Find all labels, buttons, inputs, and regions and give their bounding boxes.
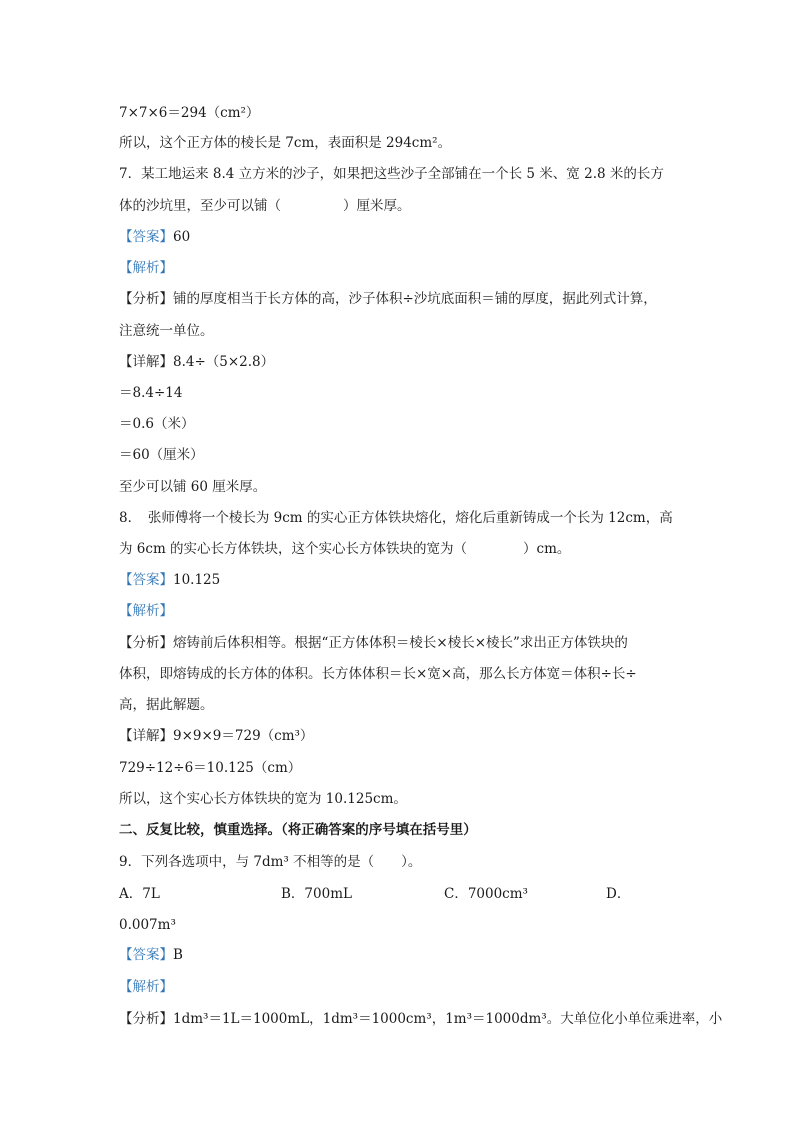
question-8-line-1: 8． 张师傅将一个棱长为 9cm 的实心正方体铁块熔化，熔化后重新铸成一个长为 12cm，高 — [119, 510, 673, 526]
analysis-tag: 【分析】 — [119, 635, 173, 651]
detail-text: 8.4÷（5×2.8） — [173, 354, 275, 370]
answer-line — [119, 228, 190, 246]
question-text: ）厘米厚。 — [343, 198, 411, 214]
answer-line — [119, 571, 220, 589]
analysis-line: 注意统一单位。 — [119, 323, 214, 339]
detail-line: ＝0.6（米） — [119, 416, 195, 432]
answer-value: 60 — [173, 229, 191, 245]
analysis-tag: 【分析】 — [119, 1011, 173, 1027]
conclusion-line: 所以，这个正方体的棱长是 7cm，表面积是 294cm²。 — [119, 135, 452, 151]
question-text: 体的沙坑里，至少可以铺（ — [119, 198, 281, 214]
analysis-heading — [119, 602, 173, 620]
question-9-line: 9．下列各选项中，与 7dm³ 不相等的是（ ）。 — [119, 854, 422, 870]
answer-line — [119, 946, 183, 964]
question-text: ）cm。 — [523, 541, 571, 557]
question-text: 为 6cm 的实心长方体铁块，这个实心长方体铁块的宽为（ — [119, 541, 468, 557]
detail-line: 至少可以铺 60 厘米厚。 — [119, 479, 267, 495]
detail-line: 729÷12÷6＝10.125（cm） — [119, 760, 302, 776]
detail-tag: 【详解】 — [119, 354, 173, 370]
detail-line: ＝8.4÷14 — [119, 385, 183, 401]
analysis-line: 体积，即熔铸成的长方体的体积。长方体体积＝长×宽×高，那么长方体宽＝体积÷长÷ — [119, 666, 637, 682]
analysis-tag: 【解析】 — [119, 979, 173, 995]
section-2-heading: 二、反复比较，慎重选择。（将正确答案的序号填在括号里） — [119, 822, 477, 838]
detail-line: ＝60（厘米） — [119, 447, 204, 463]
detail-line: 所以，这个实心长方体铁块的宽为 10.125cm。 — [119, 791, 407, 807]
analysis-heading — [119, 978, 173, 996]
question-7-line-1: 7．某工地运来 8.4 立方米的沙子，如果把这些沙子全部铺在一个长 5 米、宽 2.8 米的长方 — [119, 166, 664, 182]
analysis-tag: 【分析】 — [119, 291, 173, 307]
analysis-line — [119, 1010, 722, 1028]
answer-tag: 【答案】 — [119, 572, 173, 588]
analysis-text: 1dm³＝1L＝1000mL，1dm³＝1000cm³，1m³＝1000dm³。大单位化小单位乘进率，小 — [173, 1011, 723, 1027]
detail-text: 9×9×9＝729（cm³） — [173, 728, 314, 744]
answer-value: 10.125 — [173, 572, 221, 588]
analysis-tag: 【解析】 — [119, 260, 173, 276]
detail-line — [119, 727, 313, 745]
answer-tag: 【答案】 — [119, 947, 173, 963]
answer-tag: 【答案】 — [119, 229, 173, 245]
analysis-tag: 【解析】 — [119, 603, 173, 619]
analysis-line — [119, 290, 657, 308]
question-8-line-2 — [119, 540, 570, 558]
answer-value: B — [173, 947, 183, 963]
analysis-text: 熔铸前后体积相等。根据“正方体体积＝棱长×棱长×棱长”求出正方体铁块的 — [173, 635, 628, 651]
detail-line — [119, 353, 274, 371]
option-d-value: 0.007m³ — [119, 917, 176, 933]
option-b: B．700mL — [281, 886, 352, 902]
analysis-text: 铺的厚度相当于长方体的高，沙子体积÷沙坑底面积＝铺的厚度，据此列式计算， — [173, 291, 657, 307]
option-c: C．7000cm³ — [444, 886, 528, 902]
detail-tag: 【详解】 — [119, 728, 173, 744]
option-a: A．7L — [119, 886, 160, 902]
calc-line: 7×7×6＝294（cm²） — [119, 105, 260, 121]
analysis-line — [119, 634, 628, 652]
option-d: D． — [606, 886, 631, 902]
analysis-heading — [119, 259, 173, 277]
analysis-line: 高，据此解题。 — [119, 697, 214, 713]
question-7-line-2 — [119, 197, 411, 215]
